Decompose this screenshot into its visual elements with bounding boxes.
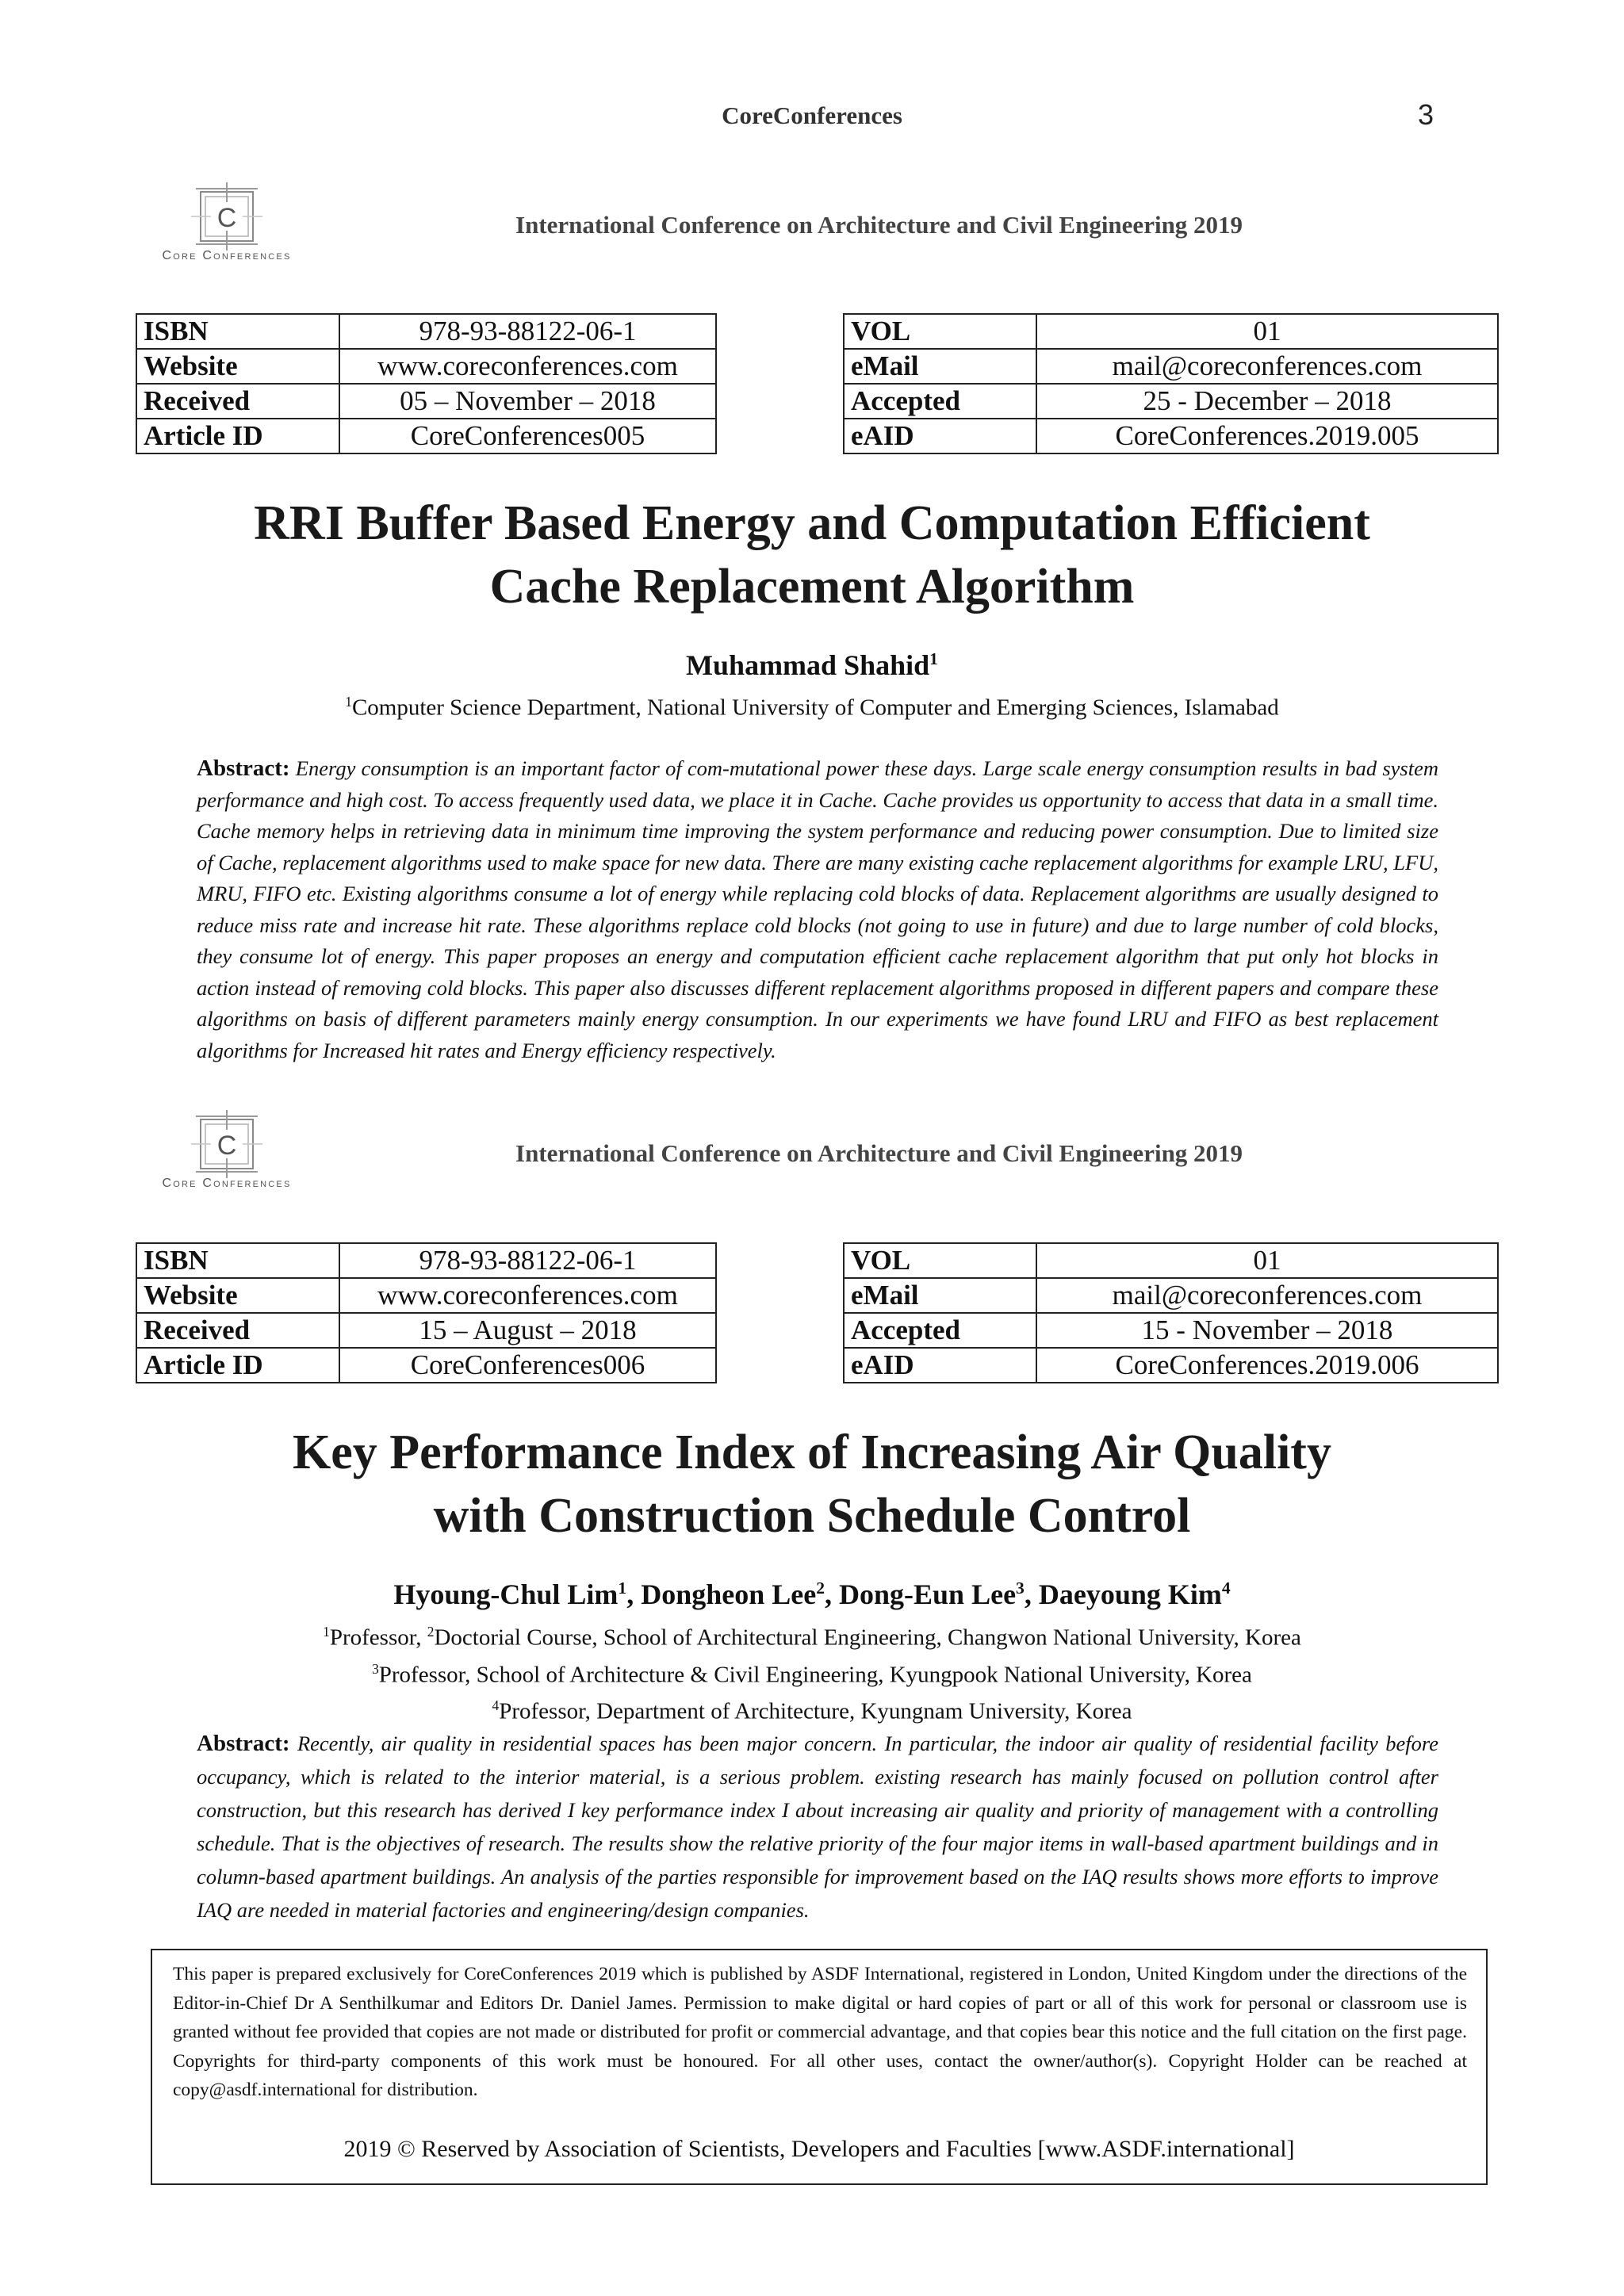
table-row [136,1313,716,1348]
table-key: VOL [844,1243,1036,1278]
abstract-label: Abstract: [197,756,290,781]
logo-emblem-icon [183,181,270,252]
table-value: 15 - November – 2018 [1036,1313,1498,1348]
paper-title-line: Key Performance Index of Increasing Air Quality [293,1425,1331,1479]
author-list [0,649,1624,682]
author-sup: 3 [1016,1578,1025,1598]
table-value: 15 – August – 2018 [339,1313,716,1348]
table-row [844,1278,1498,1313]
conference-name: International Conference on Architecture and Civil Engineering 2019 [515,211,1243,239]
svg-text:C: C [216,1131,237,1161]
table-row [844,1313,1498,1348]
paper-title-line: RRI Buffer Based Energy and Computation Efficient [254,496,1370,550]
affiliation-sup: 1 [323,1624,330,1640]
table-value: CoreConferences.2019.005 [1036,419,1498,453]
table-key: eMail [844,349,1036,384]
article-info-table-left [136,313,717,454]
table-value: mail@coreconferences.com [1036,349,1498,384]
table-value: 25 - December – 2018 [1036,384,1498,419]
author-name: Muhammad Shahid [686,649,930,681]
conference-name: International Conference on Architecture and Civil Engineering 2019 [515,1139,1243,1167]
table-key: Website [136,1278,339,1313]
affiliation-sup: 3 [372,1660,379,1677]
table-value: 05 – November – 2018 [339,384,716,419]
table-key: ISBN [136,314,339,349]
author-name: Dong-Eun Lee [839,1578,1017,1610]
table-value: 01 [1036,314,1498,349]
logo-text: Core Conferences [162,249,292,262]
notice-text: This paper is prepared exclusively for CoreConferences 2019 which is published by ASDF International, registered in London, United Kingdom under the directions of the Editor-in-Chief Dr A Senthilkumar and Editors Dr. Daniel James. Permission to make digital or hard copies of part or all of this work for personal or classroom use is granted without fee provided that copies are not made or distributed for profit or commercial advantage, and that copies bear this notice and the full citation on the first page. Copyrights for third-party components of this work must be honoured. For all other uses, contact the owner/author(s). Copyright Holder can be reached at copy@asdf.international for distribution. [173,1964,1467,2100]
paper-title [0,1421,1624,1548]
author-sup: 4 [1221,1578,1231,1598]
article-info-table-right [843,1242,1499,1383]
table-key: Accepted [844,1313,1036,1348]
affiliation-text: Doctorial Course, School of Architectural Engineering, Changwon National University, Korea [434,1624,1301,1651]
affiliation-text: Computer Science Department, National University of Computer and Emerging Sciences, Islamabad [351,695,1279,721]
affiliation-list [0,1617,1624,1728]
abstract [197,753,1438,1066]
affiliation [0,687,1624,724]
affiliation [0,1690,1624,1728]
table-key: Website [136,349,339,384]
affiliation [0,1617,1624,1654]
table-row [136,419,716,453]
table-key: eMail [844,1278,1036,1313]
table-value: 978-93-88122-06-1 [339,314,716,349]
table-row [136,1243,716,1278]
table-value: 978-93-88122-06-1 [339,1243,716,1278]
author-name: Hyoung-Chul Lim [393,1578,619,1610]
affiliation-list [0,687,1624,724]
abstract-text: Recently, air quality in residential spaces has been major concern. In particular, the indoor air quality of residential facility before occupancy, which is related to the interior material, is a serious problem. existing research has mainly focused on pollution control after construction, but this research has derived I key performance index I about increasing air quality and priority of management with a controlling schedule. That is the objectives of research. The results show the relative priority of the four major items in wall-based apartment buildings and in column-based apartment buildings. An analysis of the parties responsible for improvement based on the IAQ results shows more efforts to improve IAQ are needed in material factories and engineering/design companies. [197,1732,1438,1922]
table-key: eAID [844,1348,1036,1383]
table-row [844,419,1498,453]
table-value: CoreConferences006 [339,1348,716,1383]
table-key: Received [136,384,339,419]
page-number: 3 [1417,98,1434,131]
table-key: Received [136,1313,339,1348]
abstract [197,1727,1438,1927]
logo-text: Core Conferences [162,1177,292,1190]
article-info-table-left [136,1242,717,1383]
running-header: CoreConferences [722,101,902,129]
table-row [844,384,1498,419]
table-key: VOL [844,314,1036,349]
affiliation-text: Professor, [329,1624,427,1651]
core-conferences-logo [140,181,314,268]
author-list: Hyoung-Chul Lim$^1$, Dongheon Lee$^2$, Dong-Eun Lee$^3$, Daeyoung Kim$^4$ [393,1578,1231,1610]
table-value: CoreConferences.2019.006 [1036,1348,1498,1383]
table-row [844,1243,1498,1278]
author-name: Dongheon Lee [641,1578,817,1610]
author-sup: 1 [618,1578,627,1598]
table-row [136,1278,716,1313]
table-value: mail@coreconferences.com [1036,1278,1498,1313]
table-row [844,314,1498,349]
table-row [136,349,716,384]
affiliation-text: Professor, School of Architecture & Civil Engineering, Kyungpook National University, Korea [378,1662,1252,1688]
table-row [844,349,1498,384]
table-value: www.coreconferences.com [339,1278,716,1313]
author-sup: 1 [929,649,938,668]
abstract-text: Energy consumption is an important factor of com-mutational power these days. Large scale energy consumption results in bad system performance and high cost. To access frequently used data, we place it in Cache. Cache provides us opportunity to access that data in a small time. Cache memory helps in retrieving data in minimum time improving the system performance and reducing power consumption. Due to limited size of Cache, replacement algorithms used to make space for new data. There are many existing cache replacement algorithms for example LRU, LFU, MRU, FIFO etc. Existing algorithms consume a lot of energy while replacing cold blocks of data. Replacement algorithms are usually designed to reduce miss rate and increase hit rate. These algorithms replace cold blocks (not going to use in future) and due to large number of cold blocks, they consume lot of energy. This paper proposes an energy and computation efficient cache replacement algorithm that put only hot blocks in action instead of removing cold blocks. This paper also discusses different replacement algorithms proposed in different papers and compare these algorithms on basis of different parameters mainly energy consumption. In our experiments we have found LRU and FIFO as best replacement algorithms for Increased hit rates and Energy efficiency respectively. [197,756,1438,1062]
copyright-line: 2019 © Reserved by Association of Scientists, Developers and Faculties [www.ASDF.international] [343,2136,1295,2162]
affiliation-text: Professor, Department of Architecture, Kyungnam University, Korea [499,1698,1132,1724]
logo-emblem-icon [183,1108,270,1180]
svg-text:C: C [216,203,237,233]
paper-title [0,492,1624,618]
affiliation-sup: 2 [427,1624,435,1640]
paper-title-line: with Construction Schedule Control [433,1489,1191,1543]
table-key: ISBN [136,1243,339,1278]
table-value: 01 [1036,1243,1498,1278]
copyright-notice-box [151,1949,1488,2185]
table-value: www.coreconferences.com [339,349,716,384]
article-info-table-right [843,313,1499,454]
abstract-label: Abstract: [197,1731,290,1756]
table-key: Accepted [844,384,1036,419]
table-value: CoreConferences005 [339,419,716,453]
table-row [136,384,716,419]
table-key: Article ID [136,1348,339,1383]
affiliation-sup: 4 [492,1697,500,1714]
table-key: Article ID [136,419,339,453]
affiliation-sup: 1 [345,694,352,710]
affiliation [0,1654,1624,1691]
author-name: Daeyoung Kim [1038,1578,1222,1610]
table-row [844,1348,1498,1383]
author-sup: 2 [816,1578,825,1598]
table-key: eAID [844,419,1036,453]
table-row [136,314,716,349]
paper-title-line: Cache Replacement Algorithm [489,560,1135,614]
core-conferences-logo [140,1108,314,1196]
table-row [136,1348,716,1383]
